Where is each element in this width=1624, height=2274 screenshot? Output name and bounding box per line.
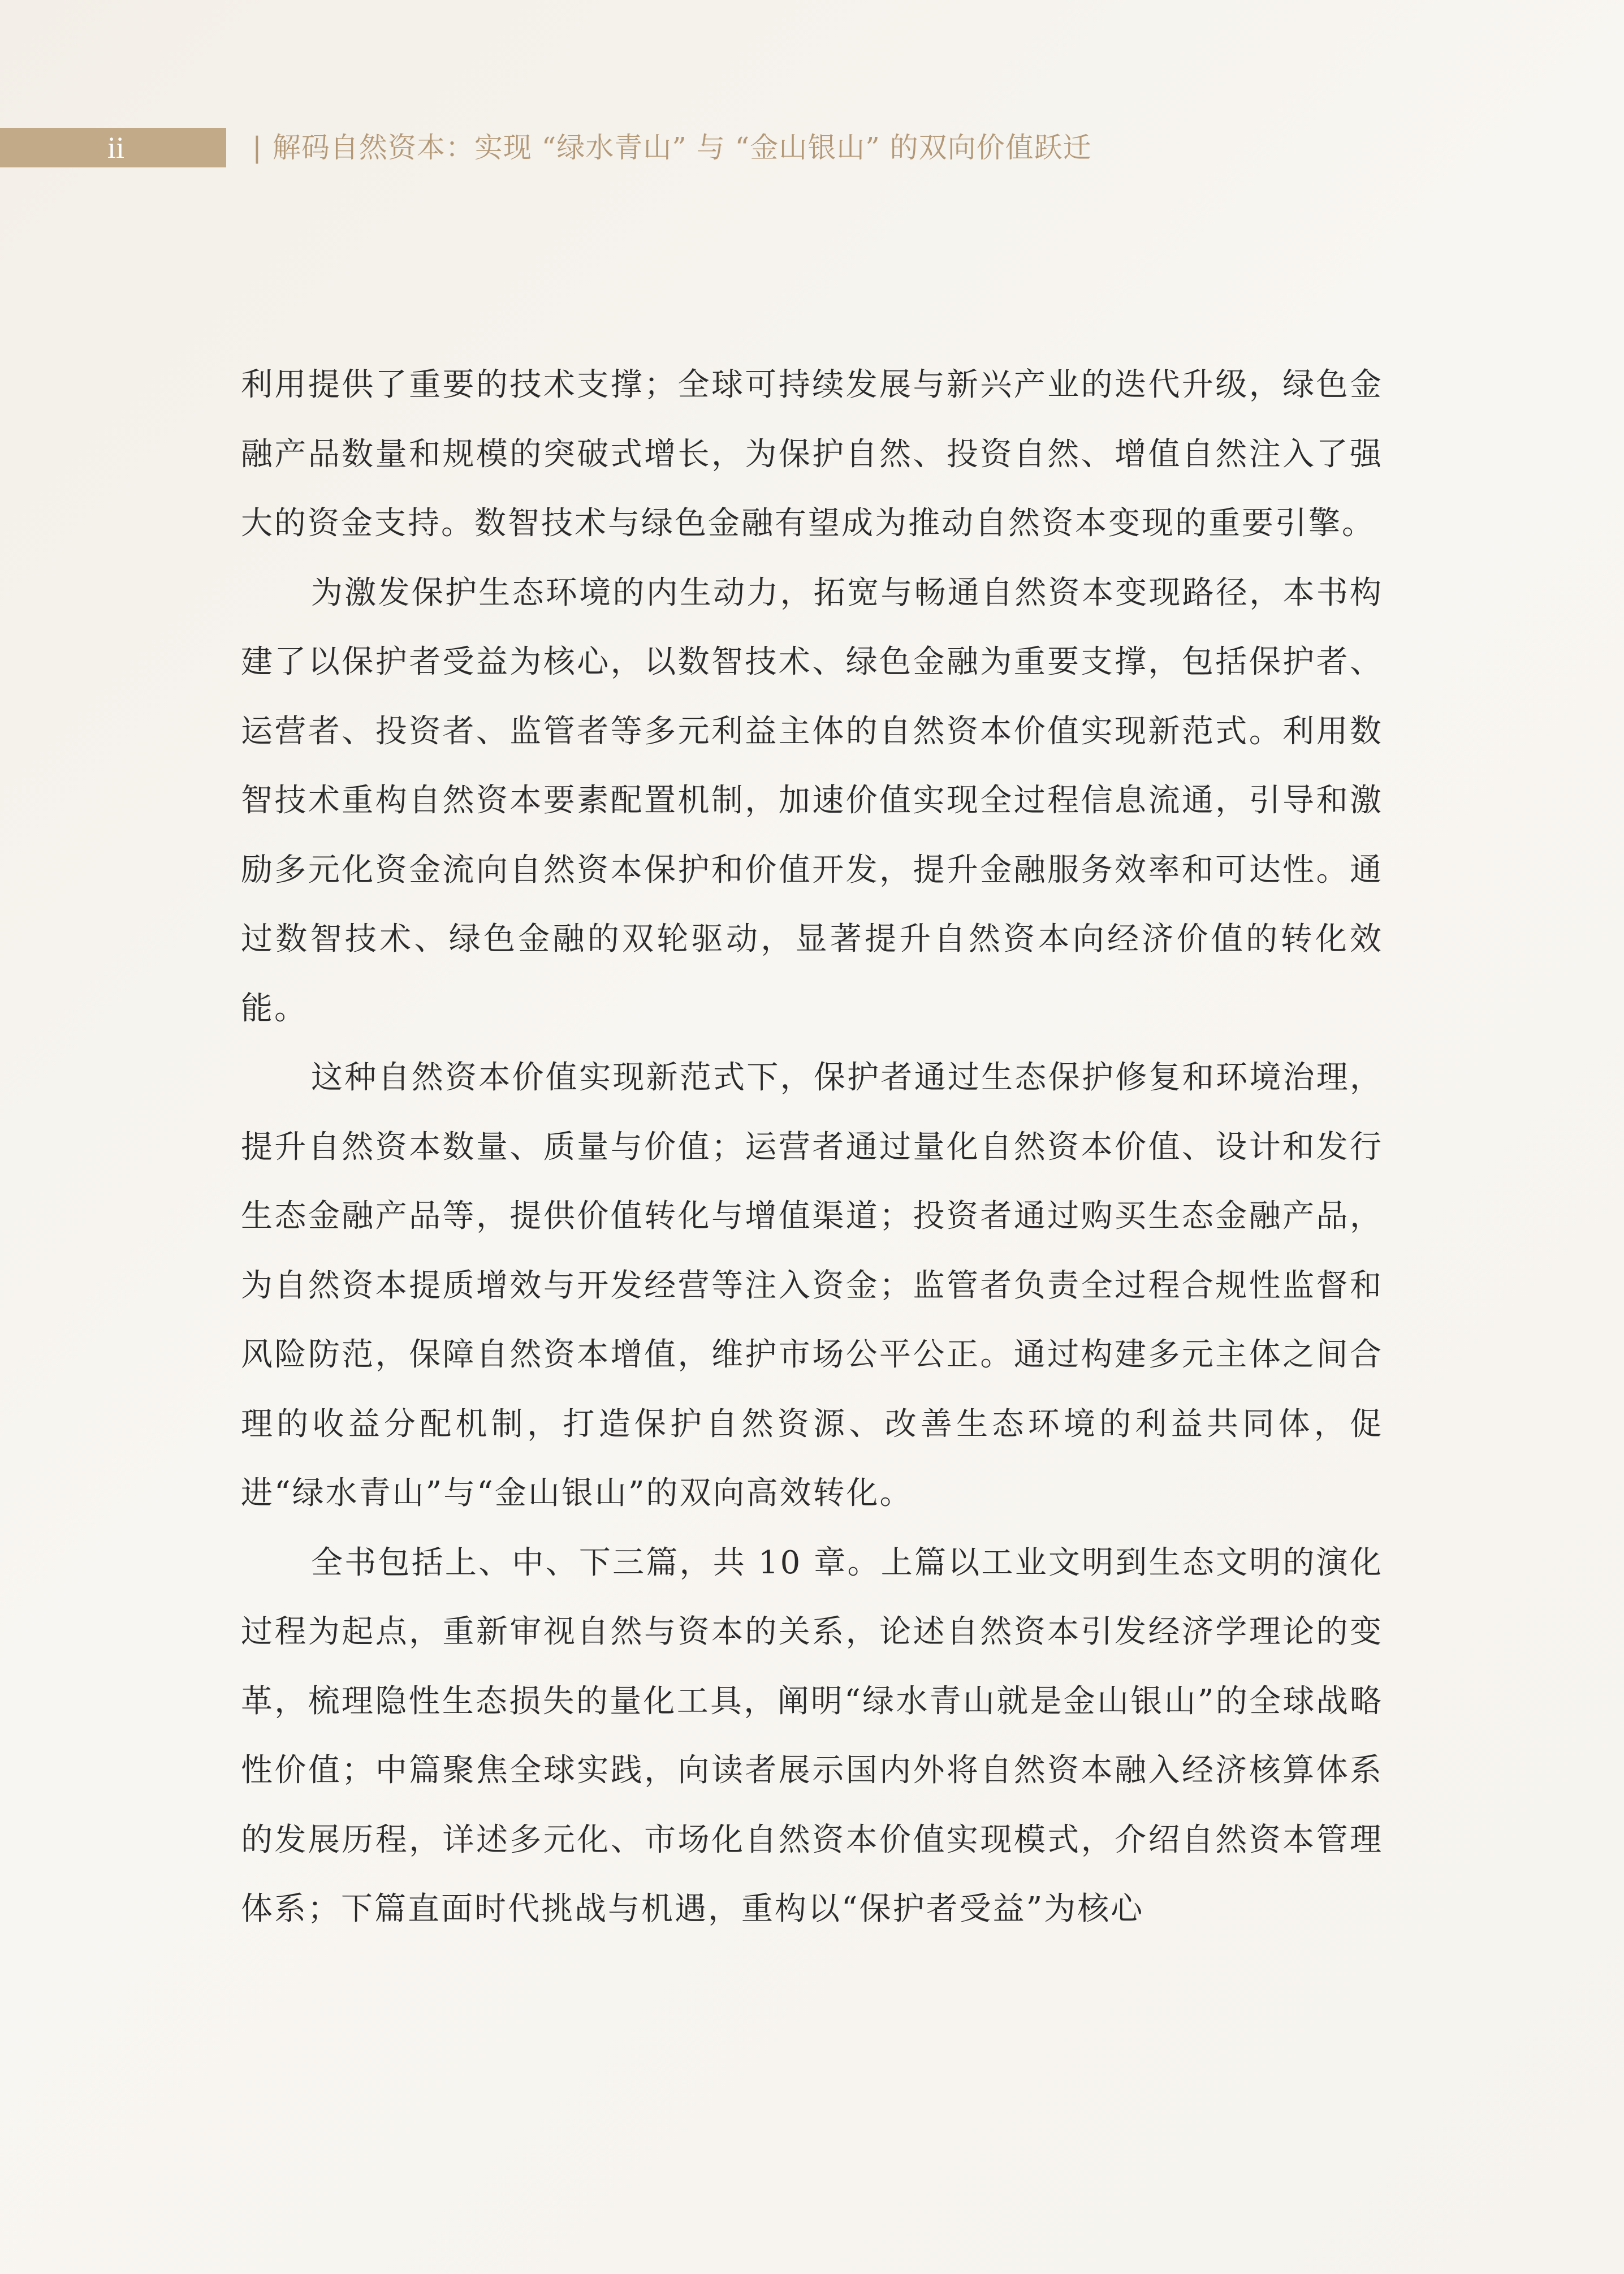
page-number: ii (107, 131, 125, 165)
paragraph-4: 全书包括上、中、下三篇，共 10 章。上篇以工业文明到生态文明的演化过程为起点，重新审视自然与资本的关系，论述自然资本引发经济学理论的变革，梳理隐性生态损失的量化工具，阐明“绿水青山就是金山银山”的全球战略性价值；中篇聚焦全球实践，向读者展示国内外将自然资本融入经济核算体系的发展历程，详述多元化、市场化自然资本价值实现模式，介绍自然资本管理体系；下篇直面时代挑战与机遇，重构以“保护者受益”为核心 (241, 1544, 1383, 1927)
page-header (0, 128, 1624, 167)
paragraph-2: 为激发保护生态环境的内生动力，拓宽与畅通自然资本变现路径，本书构建了以保护者受益为核心，以数智技术、绿色金融为重要支撑，包括保护者、运营者、投资者、监管者等多元利益主体的自然资本价值实现新范式。利用数智技术重构自然资本要素配置机制，加速价值实现全过程信息流通，引导和激励多元化资金流向自然资本保护和价值开发，提升金融服务效率和可达性。通过数智技术、绿色金融的双轮驱动，显著提升自然资本向经济价值的转化效能。 (241, 574, 1383, 1027)
running-title (252, 130, 1092, 165)
running-title-text: 解码自然资本：实现 “绿水青山” 与 “金山银山” 的双向价值跃迁 (272, 131, 1092, 164)
paragraph-3: 这种自然资本价值实现新范式下，保护者通过生态保护修复和环境治理，提升自然资本数量、质量与价值；运营者通过量化自然资本价值、设计和发行生态金融产品等，提供价值转化与增值渠道；投资者通过购买生态金融产品，为自然资本提质增效与开发经营等注入资金；监管者负责全过程合规性监督和风险防范，保障自然资本增值，维护市场公平公正。通过构建多元主体之间合理的收益分配机制，打造保护自然资源、改善生态环境的利益共同体，促进“绿水青山”与“金山银山”的双向高效转化。 (241, 1059, 1383, 1512)
title-separator: | (252, 131, 262, 164)
body-text (241, 351, 1383, 1944)
page-number-bar (0, 128, 226, 167)
paragraph-1: 利用提供了重要的技术支撑；全球可持续发展与新兴产业的迭代升级，绿色金融产品数量和规模的突破式增长，为保护自然、投资自然、增值自然注入了强大的资金支持。数智技术与绿色金融有望成为推动自然资本变现的重要引擎。 (241, 366, 1383, 542)
